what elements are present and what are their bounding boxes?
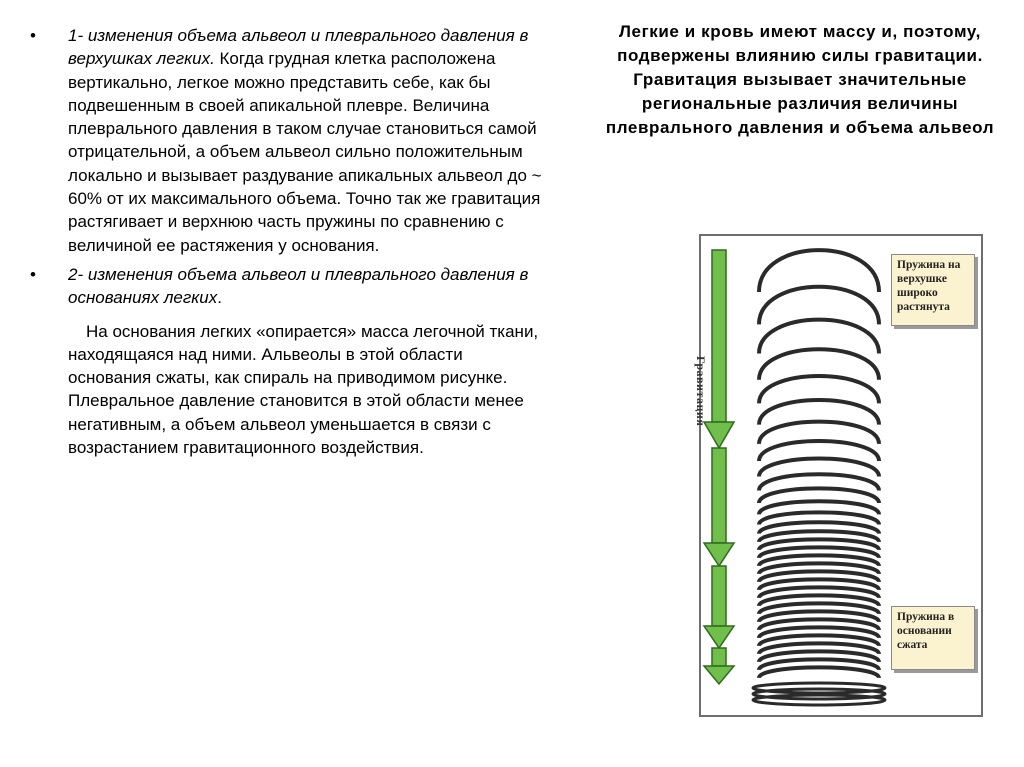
arrow-head (704, 626, 734, 648)
bullet-base (30, 263, 550, 310)
spring-base (753, 683, 885, 705)
bullet-dot: • (30, 26, 36, 45)
bullet-apex (30, 24, 550, 257)
base-body: На основания легких «опирается» масса легочной ткани, находящаяся над ними. Альвеолы в этой области основания сжаты, как спираль на приводимом рисунке. Плевральное давление становится в этой области менее негативным, а объем альвеол уменьшается в связи с возрастанием гравитационного воздействия. (68, 321, 539, 458)
apex-body: Когда грудная клетка расположена вертикально, легкое можно представить себе, как бы подвешенным в своей апикальной плевре. Величина плеврального давления в таком случае становиться самой отрицательной, а объем альвеол сильно положительным локально и вызывает раздувание апикальных альвеол до ~ 60% от их максимального объема. Точно так же гравитация растягивает и верхнюю часть пружины по сравнению с величиной ее растяжения у основания. (68, 49, 542, 255)
arrow-shaft (712, 648, 726, 666)
top-spring-label: Пружина на верхушке широко растянута (891, 254, 975, 326)
slide-title: Легкие и кровь имеют массу и, поэтому, подвержены влиянию силы гравитации. Гравитация вызывает значительные региональные различия величины плеврального давления и объема альвеол (605, 22, 995, 137)
arrow-head (704, 543, 734, 566)
base-heading: 2- изменения объема альвеол и плеврального давления в основаниях легких (68, 264, 529, 308)
spring (759, 250, 879, 678)
base-heading-end: . (217, 288, 222, 308)
gravity-arrow (704, 250, 734, 684)
spring-figure (694, 234, 983, 717)
apex-heading: 1- изменения объема альвеол и плеврального давления в верхушках легких. (68, 26, 529, 69)
arrow-shaft (712, 250, 726, 422)
gravity-label: Гравитация (694, 356, 708, 427)
spring-coil (759, 667, 879, 678)
bullet-dot: • (30, 264, 36, 284)
arrow-shaft (712, 566, 726, 626)
arrow-shaft (712, 448, 726, 543)
arrow-head (704, 666, 734, 684)
text-column (30, 24, 550, 459)
arrow-head (704, 422, 734, 448)
bottom-spring-label: Пружина в основании сжата (891, 606, 975, 670)
